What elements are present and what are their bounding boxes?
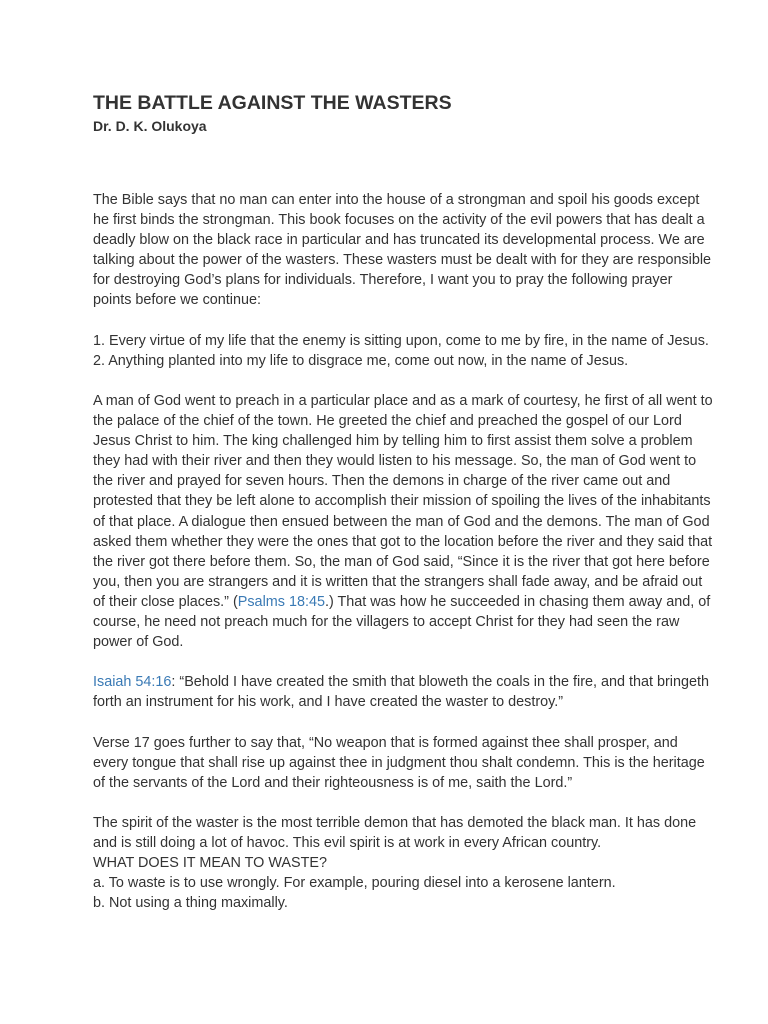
- isaiah-reference-link[interactable]: Isaiah 54:16: [93, 674, 172, 691]
- isaiah-quote: : “Behold I have created the smith that bloweth the coals in the fire, and that bringeth forth an instrument for his work, and I have created the waster to destroy.”: [93, 674, 709, 711]
- prayer-point-1: 1. Every virtue of my life that the enemy is sitting upon, come to me by fire, in the name of Jesus.: [93, 332, 709, 349]
- story-paragraph: [93, 391, 713, 652]
- story-text-before: A man of God went to preach in a particular place and as a mark of courtesy, he first of all went to the palace of the chief of the town. He greeted the chief and preached the gospel of our Lord Jesus Christ to him. The king challenged him by telling him to first assist them solve a problem they had with their river and then they would listen to his message. So, the man of God went to the river and prayed for seven hours. Then the demons in charge of the river came out and protested that they be left alone to accomplish their mission of spoiling the lives of the inhabitants of that place. A dialogue then ensued between the man of God and the demons. The man of God asked them whether they were the ones that got to the location before the river and they said that the river got there before them. So, the man of God said, “Since it is the river that got here before you, then you are strangers and it is written that the strangers shall fade away, and be afraid out of their close places.” (: [93, 392, 713, 610]
- waster-paragraph: [93, 813, 713, 913]
- waste-heading: WHAT DOES IT MEAN TO WASTE?: [93, 855, 328, 872]
- intro-paragraph: The Bible says that no man can enter into the house of a strongman and spoil his goods except he first binds the strongman. This book focuses on the activity of the evil powers that has dealt a deadly blow on the black race in particular and has truncated its developmental process. We are talking about the power of the wasters. These wasters must be dealt with for they are responsible for destroying God’s plans for individuals. Therefore, I want you to pray the following prayer points before we continue:: [93, 192, 712, 309]
- waster-text: The spirit of the waster is the most terrible demon that has demoted the black man. It has done and is still doing a lot of havoc. This evil spirit is at work in every African country.: [93, 814, 697, 851]
- document-page: [93, 90, 713, 933]
- prayer-points: [93, 331, 713, 371]
- verse-17-paragraph: Verse 17 goes further to say that, “No weapon that is formed against thee shall prosper, and every tongue that shall rise up against thee in judgment thou shalt condemn. This is the heritage of the servants of the Lord and their righteousness is of me, saith the Lord.”: [93, 734, 705, 791]
- waste-item-a: a. To waste is to use wrongly. For example, pouring diesel into a kerosene lantern.: [93, 875, 616, 892]
- prayer-point-2: 2. Anything planted into my life to disgrace me, come out now, in the name of Jesus.: [93, 352, 629, 369]
- waste-item-b: b. Not using a thing maximally.: [93, 895, 288, 912]
- document-title: THE BATTLE AGAINST THE WASTERS: [93, 92, 452, 114]
- document-body: [93, 190, 713, 913]
- psalms-reference-link[interactable]: Psalms 18:45: [237, 593, 325, 610]
- story-text-after: .) That was how he succeeded in chasing them away and, of course, he need not preach much for the villagers to accept Christ for they had seen the raw power of God.: [93, 593, 711, 651]
- document-author: Dr. D. K. Olukoya: [93, 118, 207, 134]
- isaiah-paragraph: [93, 672, 713, 712]
